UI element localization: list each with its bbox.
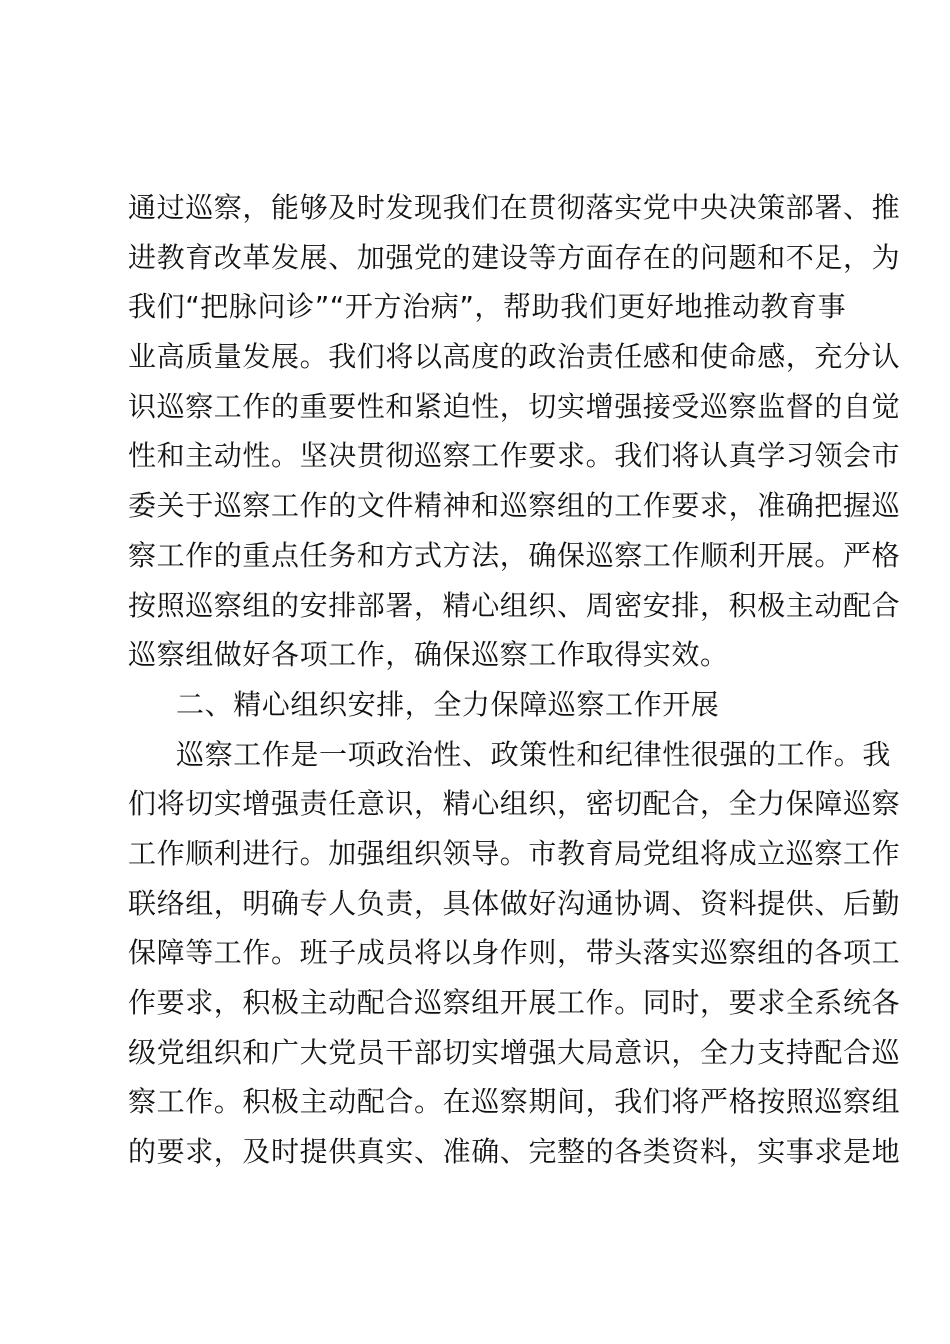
section-heading: 二、精心组织安排，全力保障巡察工作开展 (176, 687, 720, 721)
paragraph-line: 保障等工作。班子成员将以身作则，带头落实巡察组的各项工 (128, 936, 901, 970)
paragraph-line: 级党组织和广大党员干部切实增强大局意识，全力支持配合巡 (128, 1035, 901, 1069)
paragraph-line: 察工作的重点任务和方式方法，确保巡察工作顺利开展。严格 (128, 538, 901, 572)
paragraph-line: 性和主动性。坚决贯彻巡察工作要求。我们将认真学习领会市 (128, 439, 901, 473)
paragraph-line: 巡察工作是一项政治性、政策性和纪律性很强的工作。我 (176, 737, 892, 771)
paragraph-line: 作要求，积极主动配合巡察组开展工作。同时，要求全系统各 (128, 986, 901, 1019)
paragraph-line: 察工作。积极主动配合。在巡察期间，我们将严格按照巡察组 (128, 1085, 901, 1119)
paragraph-line: 联络组，明确专人负责，具体做好沟通协调、资料提供、后勤 (128, 886, 901, 920)
paragraph-line: 识巡察工作的重要性和紧迫性，切实增强接受巡察监督的自觉 (128, 389, 901, 423)
paragraph-line: 巡察组做好各项工作，确保巡察工作取得实效。 (128, 638, 729, 672)
paragraph-line: 业高质量发展。我们将以高度的政治责任感和使命感，充分认 (128, 340, 901, 374)
paragraph-line: 的要求，及时提供真实、准确、完整的各类资料，实事求是地 (128, 1135, 901, 1169)
document-body (128, 183, 901, 1177)
paragraph-line: 进教育改革发展、加强党的建设等方面存在的问题和不足，为 (128, 240, 901, 274)
paragraph-line: 们将切实增强责任意识，精心组织，密切配合，全力保障巡察 (128, 787, 901, 821)
paragraph-line: 委关于巡察工作的文件精神和巡察组的工作要求，准确把握巡 (128, 489, 901, 523)
paragraph-line: 通过巡察，能够及时发现我们在贯彻落实党中央决策部署、推 (128, 191, 901, 224)
paragraph-line: 我们“把脉问诊”“开方治病”，帮助我们更好地推动教育事 (128, 290, 847, 324)
paragraph-line: 按照巡察组的安排部署，精心组织、周密安排，积极主动配合 (128, 588, 901, 622)
paragraph-line: 工作顺利进行。加强组织领导。市教育局党组将成立巡察工作 (128, 836, 901, 870)
